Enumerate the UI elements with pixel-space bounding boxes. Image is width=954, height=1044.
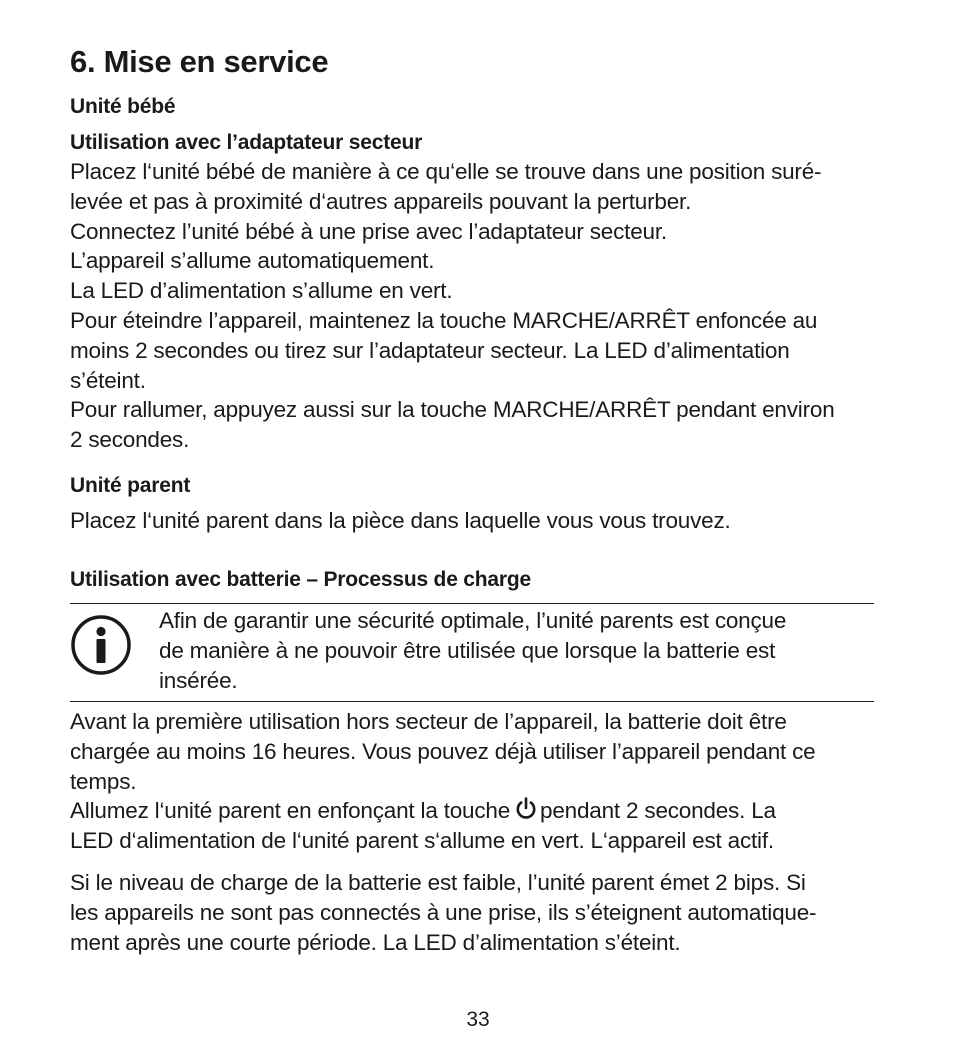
- text-span: Allumez l‘unité parent en enfonçant la touche: [70, 798, 511, 824]
- text-line: La LED d’alimentation s’allume en vert.: [70, 278, 453, 304]
- text-line: Afin de garantir une sécurité optimale, l’unité parents est conçue: [159, 608, 787, 633]
- text-line: les appareils ne sont pas connectés à une prise, ils s’éteignent automatique-: [70, 899, 817, 925]
- text-line: Placez l‘unité parent dans la pièce dans laquelle vous vous trouvez.: [70, 508, 731, 533]
- text-line: Pour rallumer, appuyez aussi sur la touche MARCHE/ARRÊT pendant environ: [70, 397, 835, 423]
- info-box-bottom-rule: [70, 701, 874, 702]
- text-line: s’éteint.: [70, 367, 146, 393]
- power-icon: [514, 797, 538, 821]
- text-line: L’appareil s’allume automatiquement.: [70, 248, 435, 274]
- text-line: temps.: [70, 768, 137, 794]
- section-title: 6. Mise en service: [70, 44, 329, 79]
- low-battery-paragraph: [70, 868, 816, 957]
- text-line: 2 secondes.: [70, 427, 190, 453]
- adapter-heading: Utilisation avec l’adaptateur secteur: [70, 131, 423, 154]
- text-line: chargée au moins 16 heures. Vous pouvez déjà utiliser l’appareil pendant ce: [70, 738, 816, 764]
- text-line: ment après une courte période. La LED d’alimentation s’éteint.: [70, 929, 681, 955]
- text-line: levée et pas à proximité d‘autres appareils pouvant la perturber.: [70, 188, 692, 214]
- adapter-paragraph: [70, 157, 835, 455]
- battery-paragraph: [70, 707, 816, 856]
- info-box-top-rule: [70, 603, 874, 604]
- page-number: 33: [466, 1008, 490, 1031]
- text-span: pendant 2 secondes. La: [540, 798, 776, 824]
- text-line: Pour éteindre l’appareil, maintenez la touche MARCHE/ARRÊT enfoncée au: [70, 307, 818, 333]
- text-line: Connectez l’unité bébé à une prise avec l’adaptateur secteur.: [70, 218, 667, 244]
- info-note: [159, 606, 786, 695]
- battery-heading: Utilisation avec batterie – Processus de charge: [70, 568, 531, 591]
- text-line: LED d‘alimentation de l‘unité parent s‘allume en vert. L‘appareil est actif.: [70, 828, 774, 854]
- text-line: de manière à ne pouvoir être utilisée que lorsque la batterie est: [159, 637, 776, 663]
- text-line: Avant la première utilisation hors secteur de l’appareil, la batterie doit être: [70, 709, 787, 734]
- text-line: insérée.: [159, 667, 238, 693]
- info-icon: [70, 614, 132, 676]
- text-line: Placez l‘unité bébé de manière à ce qu‘elle se trouve dans une position suré-: [70, 159, 822, 184]
- power-instruction-line: [70, 796, 816, 826]
- parent-unit-heading: Unité parent: [70, 474, 191, 497]
- parent-unit-paragraph: [70, 506, 731, 536]
- text-line: Si le niveau de charge de la batterie est faible, l’unité parent émet 2 bips. Si: [70, 870, 806, 895]
- baby-unit-heading: Unité bébé: [70, 95, 176, 118]
- text-line: moins 2 secondes ou tirez sur l’adaptateur secteur. La LED d’alimentation: [70, 337, 790, 363]
